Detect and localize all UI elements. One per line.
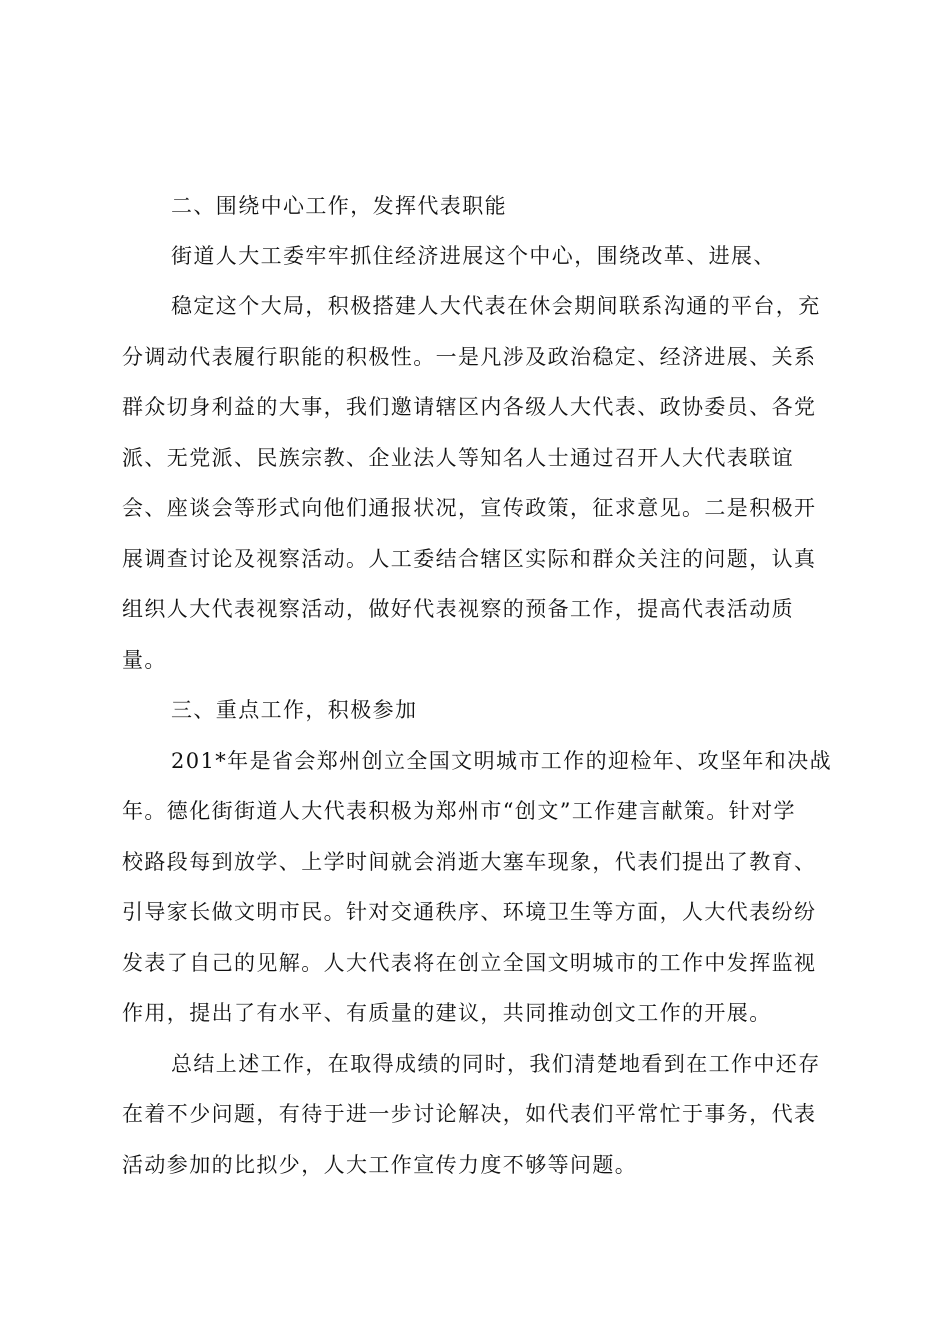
paragraph-line: 分调动代表履行职能的积极性。一是凡涉及政治稳定、经济进展、关系 xyxy=(122,345,817,369)
paragraph-line: 街道人大工委牢牢抓住经济进展这个中心，围绕改革、进展、 xyxy=(171,244,776,268)
paragraph-line: 活动参加的比拟少，人大工作宣传力度不够等问题。 xyxy=(122,1153,638,1177)
section-heading-3: 三、重点工作，积极参加 xyxy=(171,698,418,722)
paragraph-line: 群众切身利益的大事，我们邀请辖区内各级人大代表、政协委员、各党 xyxy=(122,395,817,419)
paragraph-line: 201*年是省会郑州创立全国文明城市工作的迎检年、攻坚年和决战 xyxy=(171,749,832,773)
paragraph-line: 发表了自己的见解。人大代表将在创立全国文明城市的工作中发挥监视 xyxy=(122,951,817,975)
paragraph-line: 引导家长做文明市民。针对交通秩序、环境卫生等方面，人大代表纷纷 xyxy=(122,900,817,924)
paragraph-line: 会、座谈会等形式向他们通报状况，宣传政策，征求意见。二是积极开 xyxy=(122,496,817,520)
paragraph-line: 总结上述工作，在取得成绩的同时，我们清楚地看到在工作中还存 xyxy=(171,1052,821,1076)
paragraph-line: 派、无党派、民族宗教、企业法人等知名人士通过召开人大代表联谊 xyxy=(122,446,794,470)
paragraph-line: 在着不少问题，有待于进一步讨论解决，如代表们平常忙于事务，代表 xyxy=(122,1102,817,1126)
paragraph-line: 展调查讨论及视察活动。人工委结合辖区实际和群众关注的问题，认真 xyxy=(122,547,817,571)
paragraph-line: 校路段每到放学、上学时间就会消逝大塞车现象，代表们提出了教育、 xyxy=(122,850,817,874)
paragraph-line: 稳定这个大局，积极搭建人大代表在休会期间联系沟通的平台，充 xyxy=(171,294,821,318)
paragraph-line: 量。 xyxy=(122,648,167,672)
paragraph-line: 作用，提出了有水平、有质量的建议，共同推动创文工作的开展。 xyxy=(122,1001,772,1025)
paragraph-line: 组织人大代表视察活动，做好代表视察的预备工作，提高代表活动质 xyxy=(122,597,794,621)
paragraph-line: 年。德化街街道人大代表积极为郑州市“创文”工作建言献策。针对学 xyxy=(122,799,796,823)
section-heading-2: 二、围绕中心工作，发挥代表职能 xyxy=(171,194,507,218)
